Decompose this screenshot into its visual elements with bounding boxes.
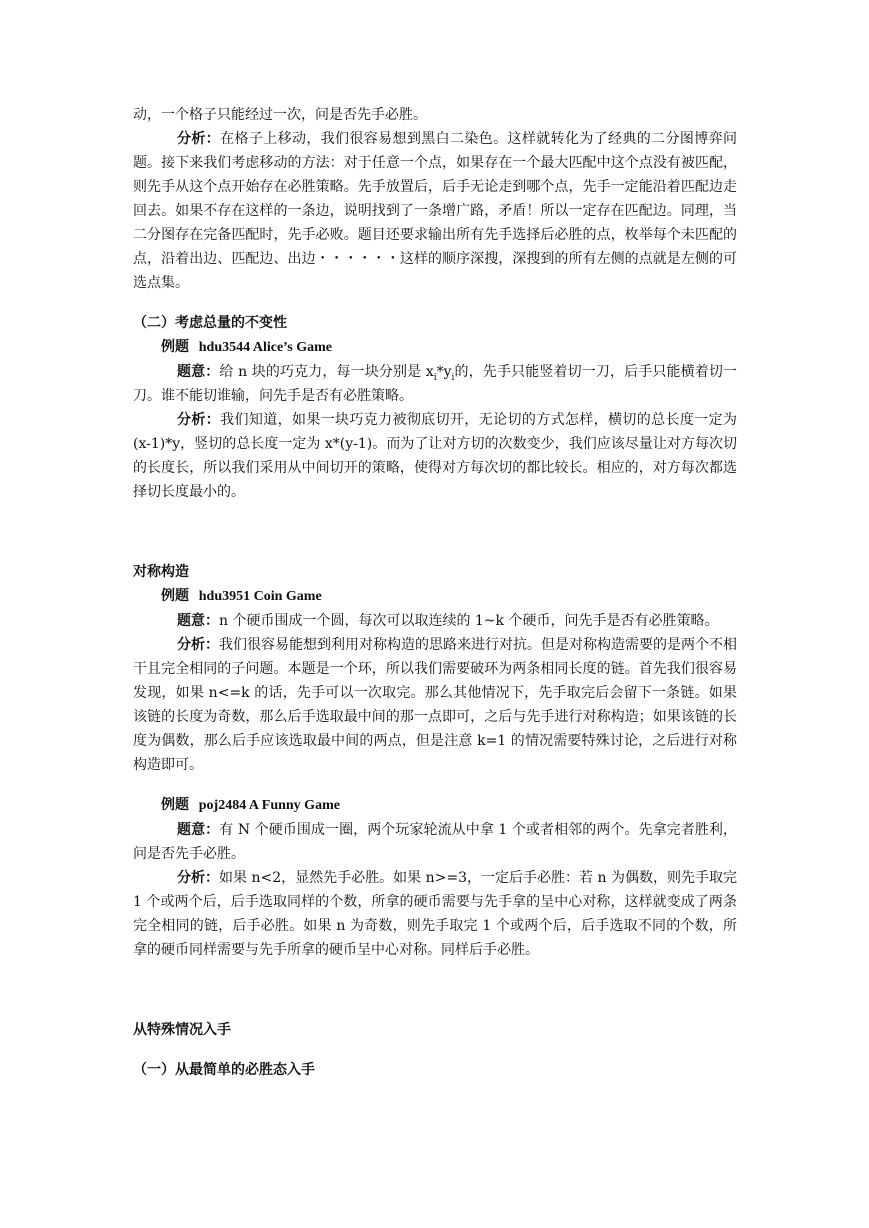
- example-id: hdu3951 Coin Game: [198, 589, 322, 604]
- analysis-text: 如果 n<2，显然先手必胜。如果 n>=3，一定后手必胜：若 n 为偶数，则先手取完 1 个或两个后，后手选取同样的个数，所拿的硬币需要与先手拿的呈中心对称，这样就变成了两条完全相同的链，后手必胜。如果 n 为奇数，则先手取完 1 个或两个后，后手选取不同的个数，所拿的硬币同样需要与先手所拿的硬币呈中心对称。同样后手必胜。: [133, 870, 737, 958]
- problem-label: 题意：: [177, 364, 220, 380]
- example-label: 例题: [161, 797, 189, 813]
- document-page: [133, 103, 737, 1082]
- analysis-text: 我们很容易能想到利用对称构造的思路来进行对抗。但是对称构造需要的是两个不相干且完全相同的子问题。本题是一个环，所以我们需要破环为两条相同长度的链。首先我们很容易发现，如果 n<=k 的话，先手可以一次取完。那么其他情况下，先手取完后会留下一条链。如果该链的长度为奇数，那么后手选取最中间的那一点即可，之后与先手进行对称构造；如果该链的长度为偶数，那么后手应该选取最中间的两点，但是注意 k=1 的情况需要特殊讨论，之后进行对称构造即可。: [133, 637, 737, 773]
- example-id: hdu3544 Alice’s Game: [198, 340, 333, 355]
- paragraph-problem-hdu3951: [133, 609, 737, 633]
- example-title-hdu3951: [133, 584, 737, 609]
- section-heading-symmetric: 对称构造: [133, 564, 189, 580]
- analysis-label: 分析：: [177, 412, 221, 428]
- problem-label: 题意：: [177, 613, 219, 629]
- paragraph-analysis-hdu3544: [133, 408, 737, 504]
- analysis-label: 分析：: [177, 870, 220, 886]
- paragraph-analysis-bipartite: [133, 127, 737, 295]
- problem-text: 有 N 个硬币围成一圈，两个玩家轮流从中拿 1 个或者相邻的两个。先拿完者胜利，问是否先手必胜。: [133, 822, 737, 862]
- paragraph-analysis-poj2484: [133, 866, 737, 962]
- problem-text: 的，先手只能竖着切一刀，后手只能横着切一刀。谁不能切谁输，问先手是否有必胜策略。: [133, 364, 738, 404]
- spacer: [133, 504, 737, 560]
- paragraph-continuation: 动，一个格子只能经过一次，问是否先手必胜。: [133, 107, 427, 123]
- paragraph-problem-hdu3544: [133, 360, 737, 408]
- paragraph-analysis-hdu3951: [133, 633, 737, 777]
- problem-text: n 个硬币围成一个圆，每次可以取连续的 1~k 个硬币，问先手是否有必胜策略。: [219, 613, 719, 629]
- subscript-i: i: [433, 372, 437, 383]
- analysis-text: 在格子上移动，我们很容易想到黑白二染色。这样就转化为了经典的二分图博弈问题。接下来我们考虑移动的方法：对于任意一个点，如果存在一个最大匹配中这个点没有被匹配，则先手从这个点开始存在必胜策略。先手放置后，后手无论走到哪个点，先手一定能沿着匹配边走回去。如果不存在这样的一条边，说明找到了一条增广路，矛盾！所以一定存在匹配边。同理，当二分图存在完备匹配时，先手必败。题目还要求输出所有先手选择后必胜的点，枚举每个未匹配的点，沿着出边、匹配边、出边・・・・・・这样的顺序深搜，深搜到的所有左侧的点就是左侧的可选点集。: [133, 131, 738, 291]
- analysis-label: 分析：: [177, 131, 221, 147]
- spacer: [133, 777, 737, 793]
- example-title-poj2484: [133, 793, 737, 818]
- example-label: 例题: [161, 339, 189, 355]
- spacer: [133, 1042, 737, 1058]
- problem-text: 给 n 块的巧克力，每一块分别是 x: [219, 364, 434, 380]
- analysis-text: 我们知道，如果一块巧克力被彻底切开，无论切的方式怎样，横切的总长度一定为(x-1)*y，竖切的总长度一定为 x*(y-1)。而为了让对方切的次数变少，我们应该尽量让对方每次切的长度长，所以我们采用从中间切开的策略，使得对方每次切的都比较长。相应的，对方每次都选择切长度最小的。: [133, 412, 738, 500]
- analysis-label: 分析：: [177, 637, 219, 653]
- problem-label: 题意：: [177, 822, 220, 838]
- subscript-i: i: [451, 372, 455, 383]
- section-heading-invariant: （二）考虑总量的不变性: [133, 315, 287, 331]
- spacer: [133, 295, 737, 311]
- example-label: 例题: [161, 588, 189, 604]
- example-title-hdu3544: [133, 335, 737, 360]
- subsection-heading-simplest: （一）从最简单的必胜态入手: [133, 1062, 315, 1078]
- spacer: [133, 962, 737, 1018]
- section-heading-special: 从特殊情况入手: [133, 1022, 231, 1038]
- example-id: poj2484 A Funny Game: [198, 798, 340, 813]
- paragraph-problem-poj2484: [133, 818, 737, 866]
- problem-text: *y: [436, 364, 452, 380]
